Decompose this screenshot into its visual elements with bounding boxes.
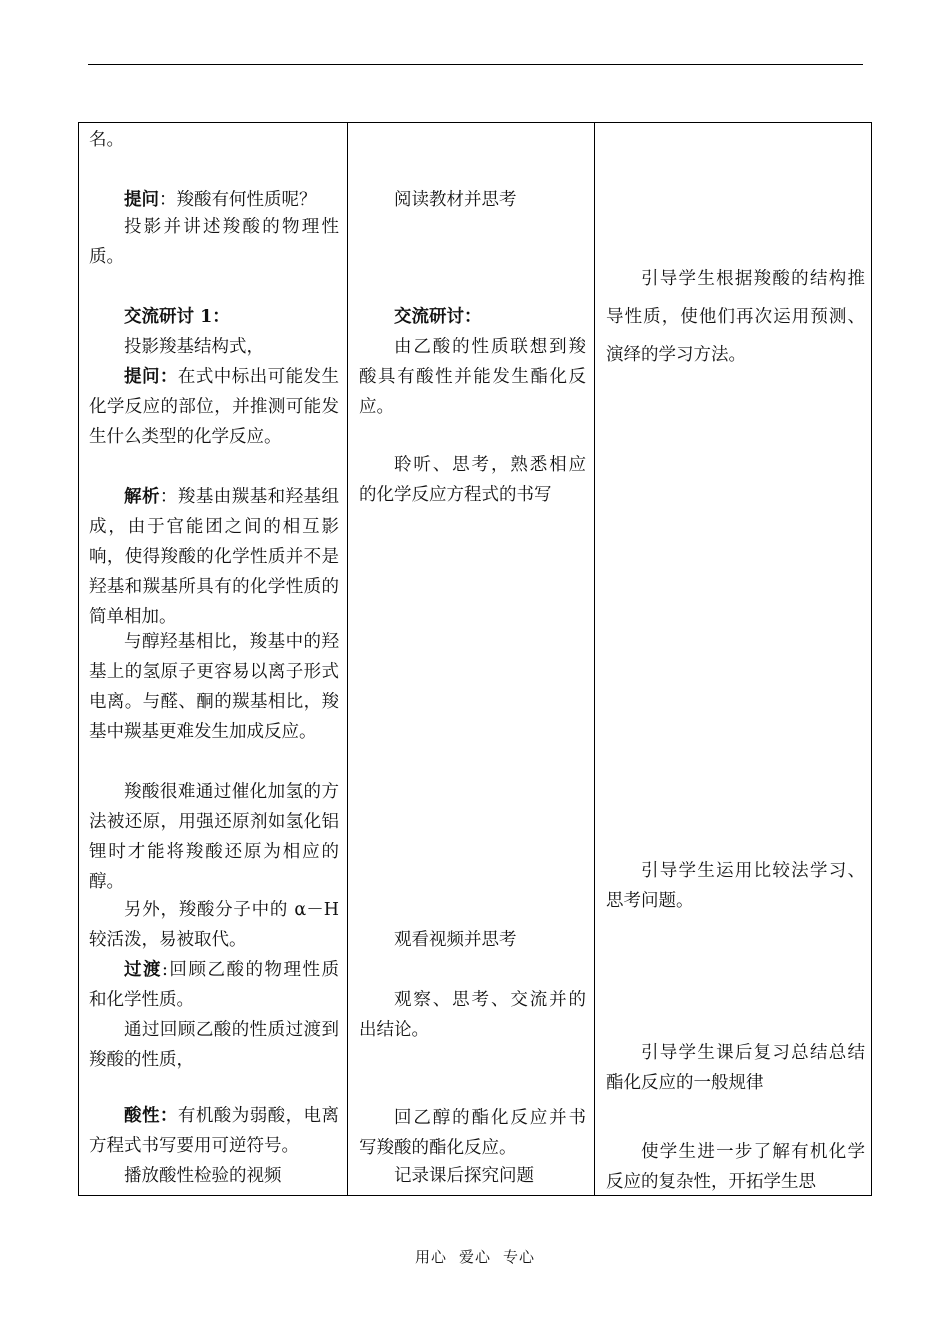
- text-block: 回乙醇的酯化反应并书写羧酸的酯化反应。: [359, 1108, 586, 1158]
- text-block: 使学生进一步了解有机化学反应的复杂性，开拓学生思: [606, 1142, 865, 1192]
- text-block: [89, 955, 339, 1015]
- section-heading: 交流研讨：: [394, 307, 482, 327]
- text-block: 观察、思考、交流并的出结论。: [359, 990, 586, 1040]
- text-span: 在式中标出可能发生化学反应的部位，并推测可能发生什么类型的化学反应。: [89, 367, 340, 447]
- design-intent-column: [594, 123, 873, 1195]
- bold-label: 酸性：: [124, 1106, 178, 1126]
- page-footer: [0, 1246, 950, 1267]
- text-block: 引导学生运用比较法学习、思考问题。: [606, 861, 865, 911]
- bold-label: 过渡: [124, 960, 163, 980]
- text-block: 羧酸很难通过催化加氢的方法被还原，用强还原剂如氢化铝锂时才能将羧酸还原为相应的醇。: [89, 782, 339, 892]
- text-block: 通过回顾乙酸的性质过渡到羧酸的性质，: [89, 1020, 339, 1070]
- header-rule: [88, 64, 863, 65]
- lesson-table: [78, 122, 872, 1196]
- text-block: 与醇羟基相比，羧基中的羟基上的氢原子更容易以离子形式电离。与醛、酮的羰基相比，羧基中羰基更难发生加成反应。: [89, 632, 339, 742]
- bold-label: 提问：: [124, 367, 178, 387]
- bold-label: 解析: [124, 487, 160, 507]
- text-block: [89, 1101, 339, 1161]
- text-block: [89, 362, 339, 452]
- text-block: 投影羧基结构式，: [124, 337, 264, 357]
- text-block: 另外，羧酸分子中的 α－H较活泼，易被取代。: [89, 900, 339, 950]
- text-block: 投影并讲述羧酸的物理性质。: [89, 217, 339, 267]
- text-block: 由乙酸的性质联想到羧酸具有酸性并能发生酯化反应。: [359, 337, 586, 417]
- text-block: 名。: [89, 130, 124, 150]
- section-heading: 交流研讨 1：: [124, 307, 230, 327]
- text-block: [89, 482, 339, 632]
- teacher-activity-column: [79, 123, 347, 1195]
- text-block: 记录课后探究问题: [394, 1166, 534, 1186]
- text-block: 引导学生课后复习总结总结酯化反应的一般规律: [606, 1043, 865, 1093]
- text-span: ：羧酸有何性质呢？: [159, 190, 317, 210]
- footer-text: 用心: [414, 1248, 447, 1266]
- text-block: [89, 185, 339, 215]
- text-span: :回顾乙酸的物理性质和化学性质。: [89, 960, 340, 1010]
- text-block: 引导学生根据羧酸的结构推导性质，使他们再次运用预测、演绎的学习方法。: [606, 269, 865, 365]
- text-block: 播放酸性检验的视频: [124, 1166, 282, 1186]
- bold-label: 提问: [124, 190, 159, 210]
- text-span: 有机酸为弱酸，电离方程式书写要用可逆符号。: [89, 1106, 340, 1156]
- footer-text: 爱心: [458, 1248, 491, 1266]
- footer-text: 专心: [503, 1248, 536, 1266]
- text-block: 聆听、思考，熟悉相应的化学反应方程式的书写: [359, 455, 586, 505]
- text-block: 观看视频并思考: [394, 930, 517, 950]
- text-block: 阅读教材并思考: [394, 190, 517, 210]
- text-span: ：羧基由羰基和羟基组成，由于官能团之间的相互影响，使得羧酸的化学性质并不是羟基和羰基所具有的化学性质的简单相加。: [89, 487, 340, 627]
- student-activity-column: [347, 123, 594, 1195]
